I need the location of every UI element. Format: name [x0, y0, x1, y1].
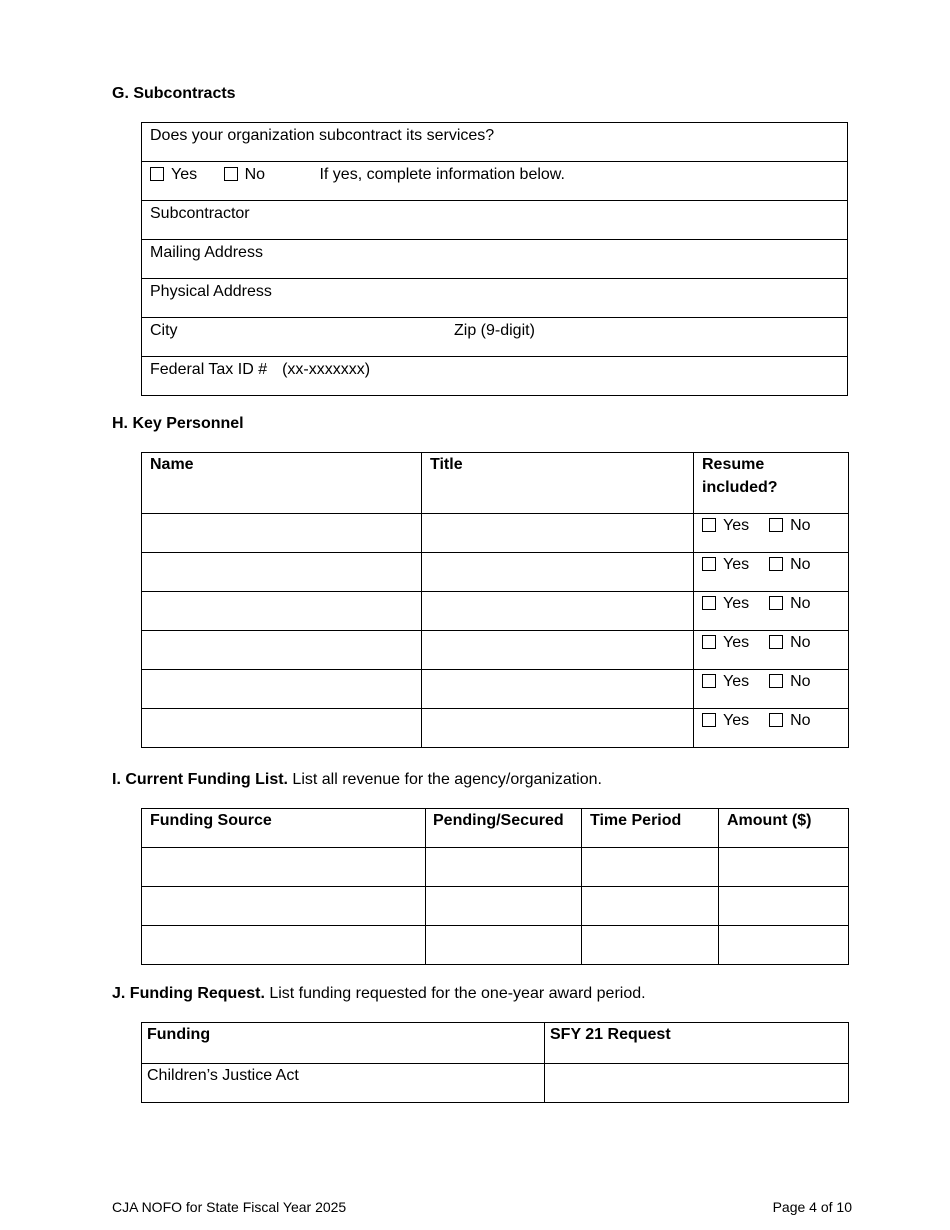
- col-header-pending-secured: Pending/Secured: [426, 809, 582, 848]
- section-j-heading: J. Funding Request. List funding requested for the one-year award period.: [112, 985, 646, 1002]
- resume-no-option[interactable]: No: [769, 670, 810, 693]
- federal-tax-id-field[interactable]: Federal Tax ID # (xx-xxxxxxx): [142, 357, 848, 396]
- table-row: [142, 631, 849, 670]
- status-cell[interactable]: [426, 848, 582, 887]
- resume-yes-option[interactable]: Yes: [702, 631, 749, 654]
- name-cell[interactable]: [142, 553, 422, 592]
- city-label: City: [150, 322, 178, 339]
- yes-checkbox[interactable]: [702, 635, 716, 649]
- table-row: [142, 709, 849, 748]
- subcontract-no-option[interactable]: No: [224, 163, 265, 186]
- table-row: [142, 926, 849, 965]
- name-cell[interactable]: [142, 514, 422, 553]
- title-cell[interactable]: [422, 592, 694, 631]
- yes-checkbox[interactable]: [702, 596, 716, 610]
- yes-checkbox[interactable]: [702, 518, 716, 532]
- footer-title: CJA NOFO for State Fiscal Year 2025: [112, 1199, 347, 1215]
- page-number: Page 4 of 10: [772, 1199, 852, 1215]
- resume-yes-option[interactable]: Yes: [702, 553, 749, 576]
- resume-yes-option[interactable]: Yes: [702, 592, 749, 615]
- col-header-name: Name: [142, 453, 422, 514]
- table-row: [142, 514, 849, 553]
- resume-no-option[interactable]: No: [769, 514, 810, 537]
- table-row: [142, 1064, 849, 1103]
- table-row: [142, 553, 849, 592]
- no-checkbox[interactable]: [769, 557, 783, 571]
- col-header-time-period: Time Period: [582, 809, 719, 848]
- resume-no-option[interactable]: No: [769, 709, 810, 732]
- resume-yes-option[interactable]: Yes: [702, 670, 749, 693]
- key-personnel-table: [141, 452, 849, 748]
- yes-checkbox[interactable]: [702, 713, 716, 727]
- col-header-title: Title: [422, 453, 694, 514]
- title-cell[interactable]: [422, 709, 694, 748]
- table-row: [142, 887, 849, 926]
- physical-address-field[interactable]: Physical Address: [142, 279, 848, 318]
- no-checkbox[interactable]: [224, 167, 238, 181]
- no-checkbox[interactable]: [769, 518, 783, 532]
- status-cell[interactable]: [426, 926, 582, 965]
- childrens-justice-act-label: Children’s Justice Act: [142, 1064, 545, 1103]
- name-cell[interactable]: [142, 631, 422, 670]
- status-cell[interactable]: [426, 887, 582, 926]
- time-period-cell[interactable]: [582, 848, 719, 887]
- resume-yes-option[interactable]: Yes: [702, 514, 749, 537]
- no-checkbox[interactable]: [769, 635, 783, 649]
- yes-checkbox[interactable]: [150, 167, 164, 181]
- funding-source-cell[interactable]: [142, 887, 426, 926]
- yes-checkbox[interactable]: [702, 674, 716, 688]
- table-row: [142, 848, 849, 887]
- name-cell[interactable]: [142, 670, 422, 709]
- sfy-request-cell[interactable]: [545, 1064, 849, 1103]
- time-period-cell[interactable]: [582, 926, 719, 965]
- section-h-heading: H. Key Personnel: [112, 415, 244, 432]
- current-funding-table: [141, 808, 849, 965]
- title-cell[interactable]: [422, 631, 694, 670]
- col-header-amount: Amount ($): [719, 809, 849, 848]
- subcontractor-field[interactable]: Subcontractor: [142, 201, 848, 240]
- resume-yes-option[interactable]: Yes: [702, 709, 749, 732]
- section-g-heading: G. Subcontracts: [112, 85, 236, 102]
- section-i-heading: I. Current Funding List. List all revenue for the agency/organization.: [112, 771, 602, 788]
- title-cell[interactable]: [422, 553, 694, 592]
- no-checkbox[interactable]: [769, 674, 783, 688]
- time-period-cell[interactable]: [582, 887, 719, 926]
- amount-cell[interactable]: [719, 848, 849, 887]
- city-zip-field[interactable]: [142, 318, 848, 357]
- name-cell[interactable]: [142, 592, 422, 631]
- subcontract-question: Does your organization subcontract its services?: [142, 123, 848, 162]
- name-cell[interactable]: [142, 709, 422, 748]
- funding-source-cell[interactable]: [142, 926, 426, 965]
- funding-source-cell[interactable]: [142, 848, 426, 887]
- table-row: [142, 592, 849, 631]
- title-cell[interactable]: [422, 670, 694, 709]
- amount-cell[interactable]: [719, 887, 849, 926]
- subcontract-yes-option[interactable]: Yes: [150, 163, 197, 186]
- yes-checkbox[interactable]: [702, 557, 716, 571]
- title-cell[interactable]: [422, 514, 694, 553]
- resume-no-option[interactable]: No: [769, 553, 810, 576]
- resume-no-option[interactable]: No: [769, 631, 810, 654]
- mailing-address-field[interactable]: Mailing Address: [142, 240, 848, 279]
- table-row: [142, 670, 849, 709]
- funding-request-table: [141, 1022, 849, 1103]
- no-checkbox[interactable]: [769, 713, 783, 727]
- col-header-funding: Funding: [142, 1023, 545, 1064]
- subcontract-instruction: If yes, complete information below.: [319, 166, 565, 183]
- resume-no-option[interactable]: No: [769, 592, 810, 615]
- subcontracts-table: [141, 122, 848, 396]
- zip-label: Zip (9-digit): [454, 322, 535, 339]
- amount-cell[interactable]: [719, 926, 849, 965]
- col-header-resume: Resume included?: [694, 453, 849, 514]
- no-checkbox[interactable]: [769, 596, 783, 610]
- col-header-funding-source: Funding Source: [142, 809, 426, 848]
- col-header-sfy-request: SFY 21 Request: [545, 1023, 849, 1064]
